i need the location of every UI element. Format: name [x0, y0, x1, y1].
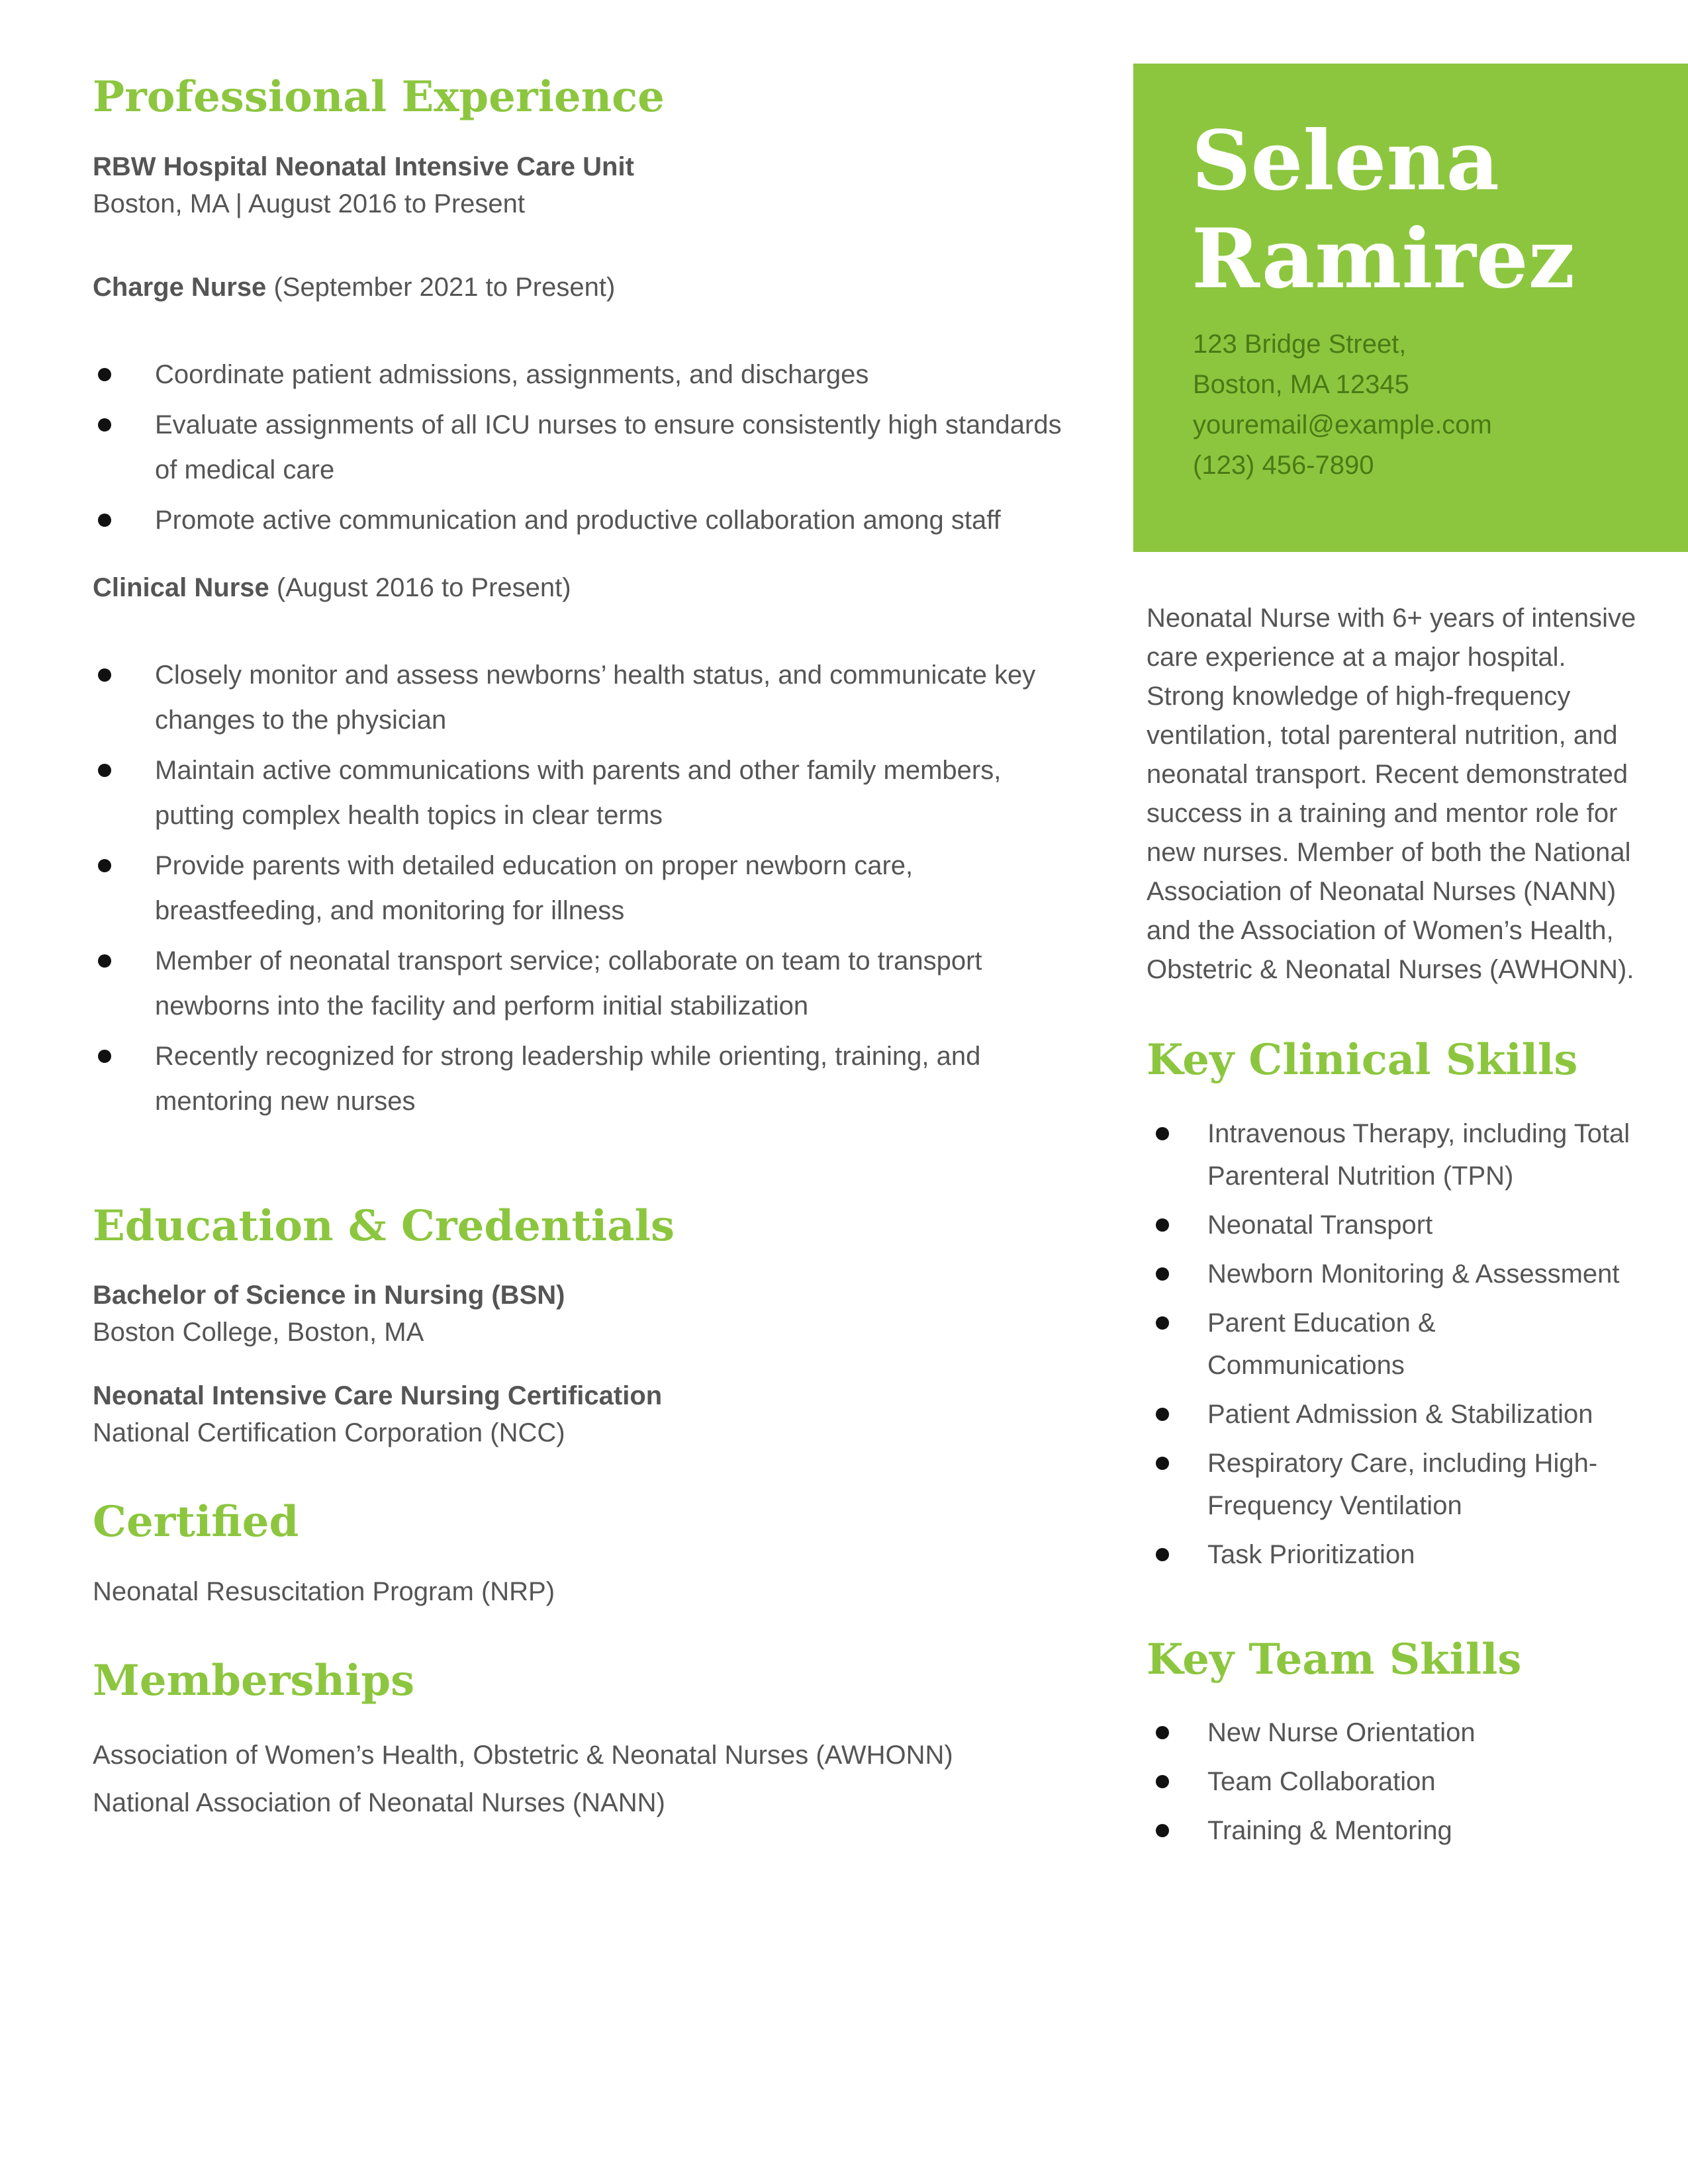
list-item: Promote active communication and productive collaboration among staff [93, 498, 1072, 543]
education-certification: Neonatal Intensive Care Nursing Certification [93, 1381, 663, 1411]
contact-info [1193, 324, 1492, 486]
list-item: Newborn Monitoring & Assessment [1147, 1253, 1636, 1295]
education-certifier: National Certification Corporation (NCC) [93, 1418, 565, 1448]
last-name: Ramirez [1192, 211, 1575, 307]
education-degree: Bachelor of Science in Nursing (BSN) [93, 1281, 565, 1310]
list-item: Task Prioritization [1147, 1533, 1636, 1576]
team-skills-list [1147, 1711, 1636, 1852]
address-line-1: 123 Bridge Street, [1193, 330, 1407, 359]
right-column [1147, 599, 1636, 1858]
list-item: Team Collaboration [1147, 1760, 1636, 1803]
employer-name: RBW Hospital Neonatal Intensive Care Unit [93, 152, 634, 181]
list-item: Maintain active communications with parents and other family members, putting complex health topics in clear terms [93, 748, 1072, 838]
list-item: Recently recognized for strong leadership while orienting, training, and mentoring new nurses [93, 1034, 1072, 1124]
list-item: Neonatal Transport [1147, 1204, 1636, 1246]
employer-location-dates: Boston, MA | August 2016 to Present [93, 189, 526, 218]
list-item: Provide parents with detailed education on proper newborn care, breastfeeding, and monitoring for illness [93, 843, 1072, 933]
clinical-skills-heading: Key Clinical Skills [1147, 1035, 1578, 1085]
membership-item: Association of Women’s Health, Obstetric & Neonatal Nurses (AWHONN) [93, 1741, 953, 1770]
role-dates: (September 2021 to Present) [273, 272, 616, 302]
list-item: Training & Mentoring [1147, 1809, 1636, 1852]
certified-heading: Certified [93, 1497, 299, 1547]
list-item: Evaluate assignments of all ICU nurses to ensure consistently high standards of medical care [93, 402, 1072, 492]
role-charge-nurse [93, 269, 1072, 306]
certified-item: Neonatal Resuscitation Program (NRP) [93, 1576, 555, 1606]
clinical-skills-list [1147, 1113, 1636, 1576]
phone-number: (123) 456-7890 [1193, 451, 1374, 480]
charge-nurse-bullets [93, 352, 1072, 543]
team-skills-heading: Key Team Skills [1147, 1634, 1522, 1684]
experience-heading: Professional Experience [93, 72, 665, 122]
role-title: Charge Nurse [93, 272, 267, 302]
list-item: Parent Education & Communications [1147, 1302, 1636, 1387]
list-item: New Nurse Orientation [1147, 1711, 1636, 1754]
education-school: Boston College, Boston, MA [93, 1318, 424, 1347]
left-column [93, 73, 1072, 1827]
role-clinical-nurse [93, 569, 1072, 606]
list-item: Closely monitor and assess newborns’ health status, and communicate key changes to the physician [93, 653, 1072, 743]
education-heading: Education & Credentials [93, 1201, 675, 1251]
list-item: Coordinate patient admissions, assignments, and discharges [93, 352, 1072, 397]
role-dates: (August 2016 to Present) [276, 572, 571, 602]
list-item: Patient Admission & Stabilization [1147, 1393, 1636, 1435]
membership-item: National Association of Neonatal Nurses (NANN) [93, 1788, 665, 1818]
list-item: Member of neonatal transport service; collaborate on team to transport newborns into the facility and perform initial stabilization [93, 938, 1072, 1028]
professional-summary: Neonatal Nurse with 6+ years of intensive care experience at a major hospital. Strong knowledge of high-frequency ventilation, total parenteral nutrition, and neonatal transport. Recent demonstrated success in a training and mentor role for new nurses. Member of both the National Association of Neonatal Nurses (NANN) and the Association of Women’s Health, Obstetric & Neonatal Nurses (AWHONN). [1147, 604, 1636, 984]
memberships-heading: Memberships [93, 1655, 415, 1706]
first-name: Selena [1192, 113, 1499, 209]
candidate-name [1192, 113, 1575, 308]
role-title: Clinical Nurse [93, 572, 269, 602]
email-address: youremail@example.com [1193, 410, 1492, 439]
address-line-2: Boston, MA 12345 [1193, 370, 1409, 399]
list-item: Intravenous Therapy, including Total Parenteral Nutrition (TPN) [1147, 1113, 1636, 1197]
list-item: Respiratory Care, including High-Frequency Ventilation [1147, 1442, 1636, 1527]
clinical-nurse-bullets [93, 653, 1072, 1124]
